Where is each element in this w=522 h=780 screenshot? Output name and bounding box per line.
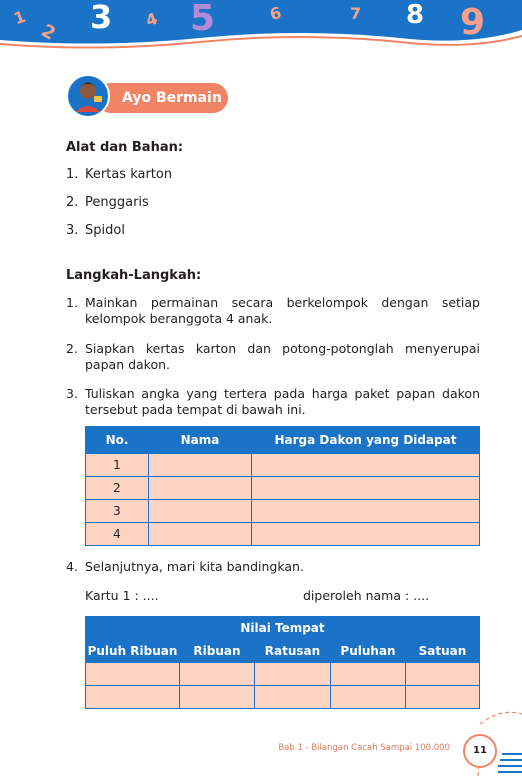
step-item (66, 386, 480, 418)
list-item (66, 223, 125, 238)
table-row (86, 523, 480, 546)
table-cell (180, 663, 255, 686)
header-digit: 8 (406, 0, 425, 30)
step-text: Tuliskan angka yang tertera pada harga paket papan dakon tersebut pada tempat di bawah ini. (85, 386, 480, 417)
footer-chapter: Bab 1 - Bilangan Cacah Sampai 100.000 (278, 743, 450, 753)
step-item (66, 341, 480, 373)
column-header: Ratusan (255, 640, 331, 663)
place-value-table (85, 616, 480, 709)
table-cell (86, 663, 180, 686)
dakon-price-table (85, 426, 480, 546)
step-item (66, 559, 480, 575)
section-title-pill: Ayo Bermain (96, 83, 228, 113)
row-number: 2 (86, 477, 149, 500)
list-number: 1. (66, 167, 79, 182)
step-number: 4. (66, 559, 78, 574)
column-header: Harga Dakon yang Didapat (252, 427, 480, 454)
row-number: 4 (86, 523, 149, 546)
table-cell (255, 686, 331, 709)
row-number: 1 (86, 454, 149, 477)
step-text: Mainkan permainan secara berkelompok dengan setiap kelompok beranggota 4 anak. (85, 295, 480, 326)
list-text: Penggaris (85, 195, 149, 210)
step-number: 2. (66, 341, 78, 356)
step-text: Siapkan kertas karton dan potong-potonglah menyerupai papan dakon. (85, 341, 480, 372)
table-cell (331, 686, 406, 709)
header-band (0, 0, 522, 56)
table-header-row (86, 640, 480, 663)
page-number: 11 (463, 734, 497, 768)
header-digit: 6 (267, 2, 284, 25)
column-header: Ribuan (180, 640, 255, 663)
boy-mascot-icon (66, 74, 110, 118)
table-cell (255, 663, 331, 686)
row-number: 3 (86, 500, 149, 523)
table-row (86, 500, 480, 523)
kartu-label: Kartu 1 : .... (85, 588, 159, 603)
header-digit: 7 (350, 4, 362, 23)
obtained-name-label: diperoleh nama : .... (303, 588, 430, 603)
table-cell (331, 663, 406, 686)
list-item (66, 167, 172, 182)
column-header: Satuan (406, 640, 480, 663)
table-row (86, 663, 480, 686)
list-number: 3. (66, 223, 79, 238)
table-cell (149, 500, 252, 523)
column-header: Puluh Ribuan (86, 640, 180, 663)
list-text: Spidol (85, 223, 125, 238)
column-header: No. (86, 427, 149, 454)
table-cell (149, 523, 252, 546)
list-number: 2. (66, 195, 79, 210)
table-cell (252, 500, 480, 523)
step-number: 3. (66, 386, 78, 401)
table-cell (180, 686, 255, 709)
list-text: Kertas karton (85, 167, 173, 182)
header-digit: 5 (190, 0, 216, 39)
header-digit: 3 (90, 0, 113, 36)
step-text: Selanjutnya, mari kita bandingkan. (85, 559, 304, 574)
table-cell (406, 663, 480, 686)
table-title: Nilai Tempat (86, 617, 480, 640)
table-row (86, 454, 480, 477)
table-header-row (86, 427, 480, 454)
header-digit: 1 (11, 6, 29, 29)
table-title-row (86, 617, 480, 640)
table-cell (252, 454, 480, 477)
table-cell (252, 523, 480, 546)
list-item (66, 195, 149, 210)
table-cell (149, 454, 252, 477)
table-cell (86, 686, 180, 709)
steps-heading: Langkah-Langkah: (66, 268, 202, 283)
table-cell (149, 477, 252, 500)
step-item (66, 295, 480, 327)
header-wave (0, 0, 522, 56)
materials-heading: Alat dan Bahan: (66, 140, 184, 155)
column-header: Nama (149, 427, 252, 454)
header-digit: 2 (37, 20, 59, 45)
step-number: 1. (66, 295, 78, 310)
column-header: Puluhan (331, 640, 406, 663)
table-row (86, 477, 480, 500)
table-row (86, 686, 480, 709)
table-cell (252, 477, 480, 500)
header-digit: 4 (143, 8, 161, 31)
header-digit: 9 (460, 2, 486, 43)
